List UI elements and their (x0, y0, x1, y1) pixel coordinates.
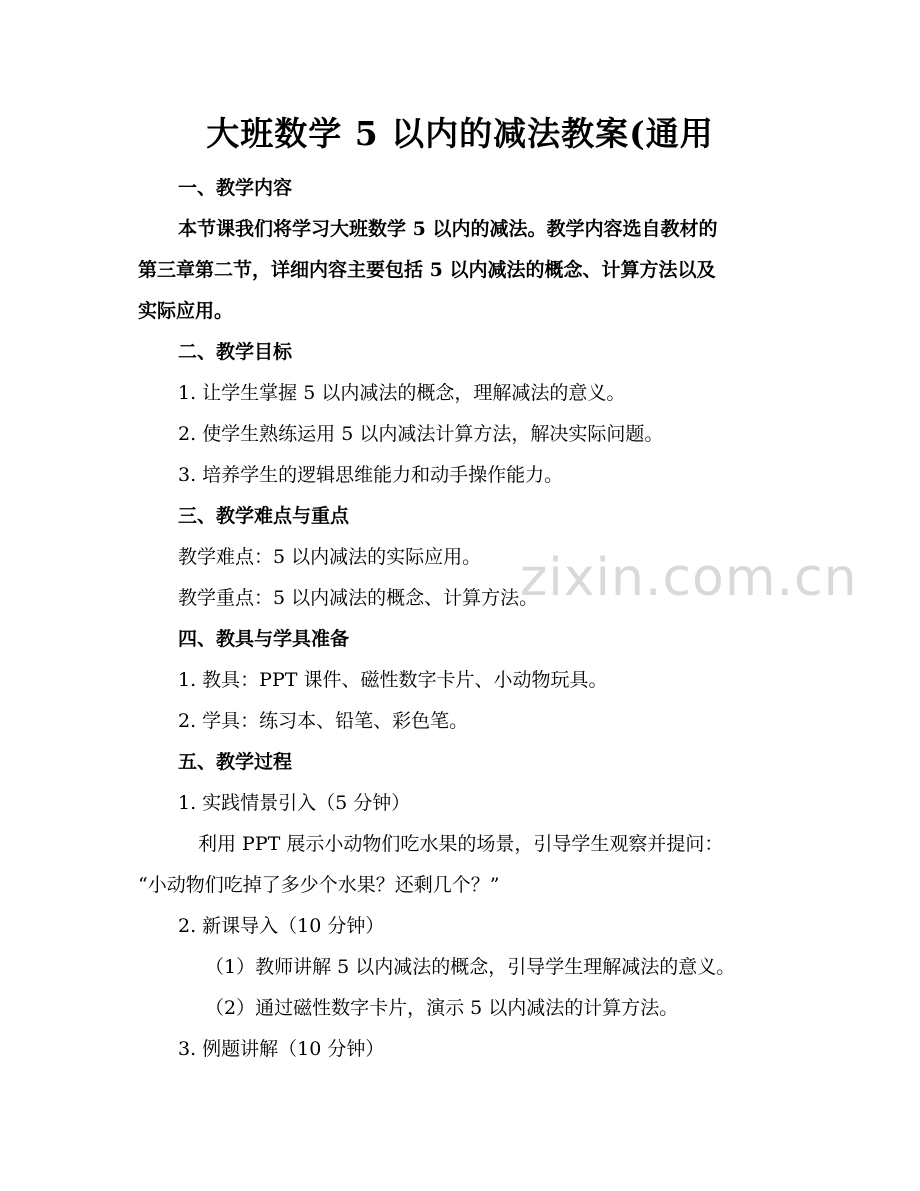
section-heading: 四、教具与学具准备 (178, 628, 350, 650)
paragraph-line: 教学难点：5 以内减法的实际应用。 (178, 546, 482, 568)
paragraph-line: 教学重点：5 以内减法的概念、计算方法。 (178, 587, 539, 609)
paragraph-line: 本节课我们将学习大班数学 5 以内的减法。教学内容选自教材的 (178, 218, 718, 240)
paragraph-line: 实际应用。 (138, 300, 234, 322)
list-item: 3. 培养学生的逻辑思维能力和动手操作能力。 (178, 464, 564, 486)
list-item: 3. 例题讲解（10 分钟） (178, 1038, 385, 1060)
list-item: 1. 让学生掌握 5 以内减法的概念，理解减法的意义。 (178, 382, 626, 404)
section-heading: 三、教学难点与重点 (178, 505, 350, 527)
paragraph-line: 第三章第二节，详细内容主要包括 5 以内减法的概念、计算方法以及 (138, 259, 716, 281)
watermark: zixin.com.cn (520, 548, 858, 608)
document-title: 大班数学 5 以内的减法教案(通用 (206, 114, 714, 153)
section-heading: 五、教学过程 (178, 751, 293, 773)
section-heading: 二、教学目标 (178, 341, 293, 363)
sub-list-item: （1）教师讲解 5 以内减法的概念，引导学生理解减法的意义。 (205, 956, 736, 978)
list-item: 2. 新课导入（10 分钟） (178, 915, 385, 937)
sub-list-item: （2）通过磁性数字卡片，演示 5 以内减法的计算方法。 (205, 997, 679, 1019)
list-item: 1. 教具：PPT 课件、磁性数字卡片、小动物玩具。 (178, 669, 608, 691)
paragraph-line: “小动物们吃掉了多少个水果？还剩几个？” (138, 874, 500, 896)
list-item: 2. 使学生熟练运用 5 以内减法计算方法，解决实际问题。 (178, 423, 664, 445)
paragraph-line: 利用 PPT 展示小动物们吃水果的场景，引导学生观察并提问： (198, 833, 724, 855)
list-item: 1. 实践情景引入（5 分钟） (178, 792, 411, 814)
list-item: 2. 学具：练习本、铅笔、彩色笔。 (178, 710, 469, 732)
section-heading: 一、教学内容 (178, 177, 293, 199)
